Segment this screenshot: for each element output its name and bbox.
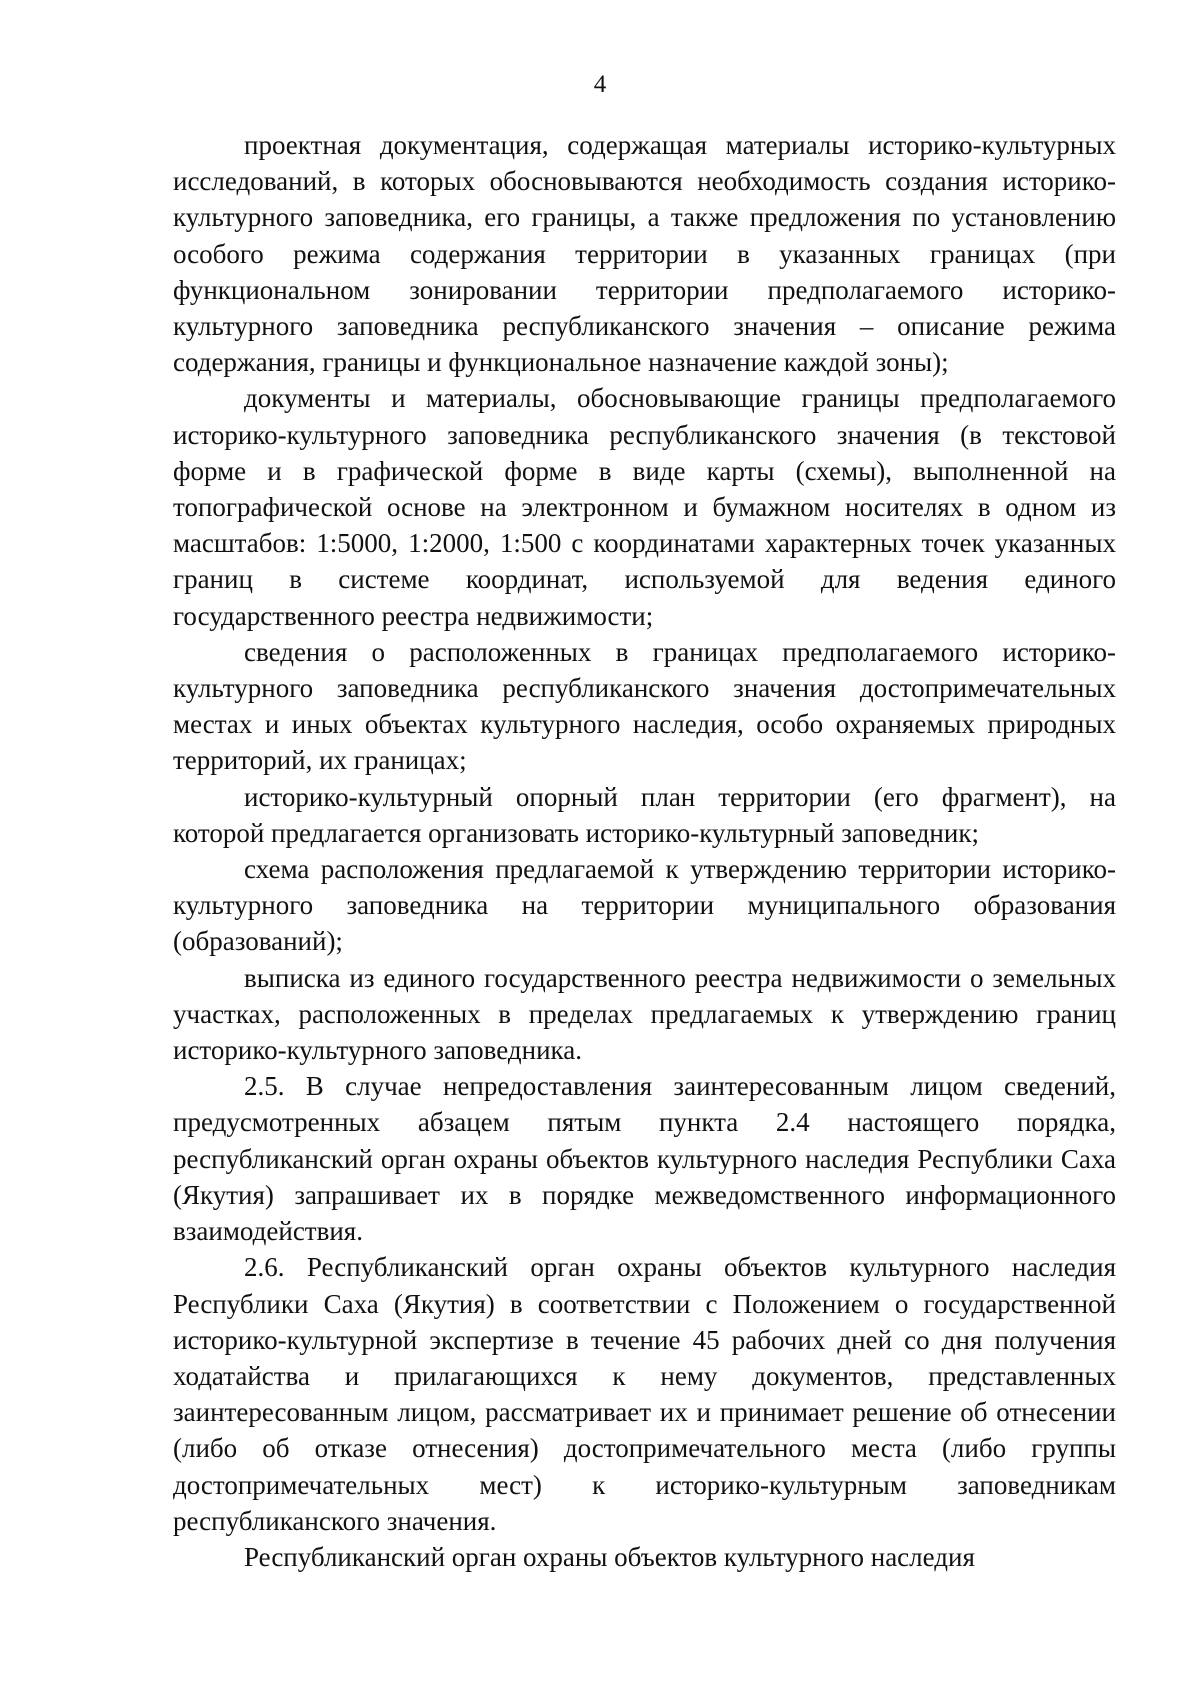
paragraph-boundary-documents: документы и материалы, обосновывающие границы предполагаемого историко-культурного заповедника республиканского значения (в текстовой форме и в графической форме в виде карты (схемы), выполненной на топографической основе на электронном и бумажном носителях в одном из масштабов: 1:5000, 1:2000, 1:500 с координатами характерных точек указанных границ в системе координат, используемой для ведения единого государственного реестра недвижимости; — [173, 383, 1116, 631]
paragraph-registry-extract: выписка из единого государственного реестра недвижимости о земельных участках, расположенных в пределах предлагаемых к утверждению границ историко-культурного заповедника. — [173, 962, 1116, 1066]
document-body — [173, 127, 1116, 1575]
paragraph-heritage-sites-info: сведения о расположенных в границах предполагаемого историко-культурного заповедника республиканского значения достопримечательных местах и иных объектах культурного наследия, особо охраняемых природных территорий, их границах; — [173, 636, 1116, 776]
paragraph-location-scheme: схема расположения предлагаемой к утверждению территории историко-культурного заповедника на территории муниципального образования (образований); — [173, 854, 1116, 957]
page-number: 4 — [593, 71, 607, 98]
paragraph-continuation: Республиканский орган охраны объектов культурного наследия — [244, 1541, 975, 1572]
paragraph-clause-2-5: 2.5. В случае непредоставления заинтересованным лицом сведений, предусмотренных абзацем пятым пункта 2.4 настоящего порядка, республиканский орган охраны объектов культурного наследия Республики Саха (Якутия) запрашивает их в порядке межведомственного информационного взаимодействия. — [173, 1071, 1116, 1247]
paragraph-clause-2-6: 2.6. Республиканский орган охраны объектов культурного наследия Республики Саха (Якутия) в соответствии с Положением о государственной историко-культурной экспертизе в течение 45 рабочих дней со дня получения ходатайства и прилагающихся к нему документов, представленных заинтересованным лицом, рассматривает их и принимает решение об отнесении (либо об отказе отнесения) достопримечательного места (либо группы достопримечательных мест) к историко-культурным заповедникам республиканского значения. — [173, 1252, 1116, 1536]
paragraph-reference-plan: историко-культурный опорный план территории (его фрагмент), на которой предлагается организовать историко-культурный заповедник; — [173, 781, 1116, 848]
paragraph-project-documentation: проектная документация, содержащая материалы историко-культурных исследований, в которых обосновываются необходимость создания историко-культурного заповедника, его границы, а также предложения по установлению особого режима содержания территории в указанных границах (при функциональном зонировании территории предполагаемого историко-культурного заповедника республиканского значения – описание режима содержания, границы и функциональное назначение каждой зоны); — [173, 130, 1116, 378]
